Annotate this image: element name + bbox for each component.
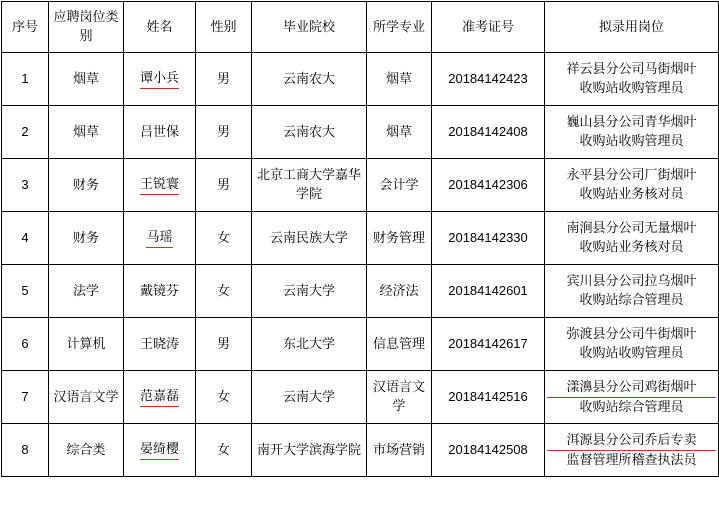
cell-name	[124, 159, 196, 212]
column-header-sex: 性别	[196, 2, 252, 53]
cell-seq: 3	[2, 159, 49, 212]
cell-post-line2: 收购站收购管理员	[579, 80, 684, 95]
cell-exam-number: 20184142617	[432, 318, 545, 371]
cell-category: 汉语言文学	[49, 371, 124, 424]
cell-major: 汉语言文学	[367, 371, 432, 424]
cell-post	[545, 265, 719, 318]
table-header-row	[2, 2, 719, 53]
cell-seq: 2	[2, 106, 49, 159]
cell-post-line2: 收购站业务核对员	[579, 239, 684, 254]
cell-major: 市场营销	[367, 424, 432, 477]
cell-name-text: 范嘉磊	[140, 387, 179, 407]
cell-name: 戴镜芬	[124, 265, 196, 318]
cell-name: 王晓涛	[124, 318, 196, 371]
cell-post	[545, 159, 719, 212]
document-page	[0, 1, 719, 519]
cell-post	[545, 53, 719, 106]
cell-seq: 1	[2, 53, 49, 106]
cell-major: 经济法	[367, 265, 432, 318]
cell-post-line1: 弥渡县分公司牛街烟叶	[566, 326, 697, 342]
table-row	[2, 371, 719, 424]
cell-exam-number: 20184142601	[432, 265, 545, 318]
cell-seq: 7	[2, 371, 49, 424]
cell-name	[124, 424, 196, 477]
table-row	[2, 265, 719, 318]
column-header-post: 拟录用岗位	[545, 2, 719, 53]
cell-post	[545, 212, 719, 265]
cell-school: 云南农大	[252, 53, 367, 106]
cell-post	[545, 106, 719, 159]
cell-school: 云南农大	[252, 106, 367, 159]
cell-sex: 女	[196, 265, 252, 318]
cell-school: 北京工商大学嘉华学院	[252, 159, 367, 212]
cell-name-text: 王锐寰	[140, 175, 179, 195]
cell-school: 东北大学	[252, 318, 367, 371]
cell-exam-number: 20184142408	[432, 106, 545, 159]
cell-post-line2: 收购站收购管理员	[579, 133, 684, 148]
cell-post-line1: 巍山县分公司青华烟叶	[566, 114, 697, 130]
table-row	[2, 212, 719, 265]
cell-name-text: 马瑶	[146, 228, 172, 248]
cell-post	[545, 424, 719, 477]
cell-sex: 女	[196, 424, 252, 477]
cell-post-line1: 漾濞县分公司鸡街烟叶	[547, 378, 716, 398]
recruitment-roster-table	[1, 1, 719, 477]
cell-major: 烟草	[367, 106, 432, 159]
cell-post-line2: 收购站业务核对员	[579, 186, 684, 201]
cell-sex: 男	[196, 318, 252, 371]
cell-post-line2: 收购站综合管理员	[579, 398, 684, 414]
cell-post-line2: 收购站收购管理员	[579, 345, 684, 360]
table-row	[2, 424, 719, 477]
cell-post	[545, 371, 719, 424]
column-header-seq: 序号	[2, 2, 49, 53]
cell-seq: 5	[2, 265, 49, 318]
column-header-category: 应聘岗位类别	[49, 2, 124, 53]
cell-exam-number: 20184142423	[432, 53, 545, 106]
cell-seq: 8	[2, 424, 49, 477]
cell-category: 烟草	[49, 53, 124, 106]
cell-name-text: 谭小兵	[140, 69, 179, 89]
column-header-major: 所学专业	[367, 2, 432, 53]
table-row	[2, 159, 719, 212]
cell-post-line2: 监督管理所稽查执法员	[566, 451, 697, 467]
table-row	[2, 318, 719, 371]
cell-category: 计算机	[49, 318, 124, 371]
cell-name-text: 晏绮樱	[140, 440, 179, 460]
cell-category: 烟草	[49, 106, 124, 159]
cell-sex: 女	[196, 212, 252, 265]
table-row	[2, 53, 719, 106]
cell-school: 云南大学	[252, 371, 367, 424]
cell-exam-number: 20184142516	[432, 371, 545, 424]
cell-major: 烟草	[367, 53, 432, 106]
column-header-name: 姓名	[124, 2, 196, 53]
column-header-exam-number: 准考证号	[432, 2, 545, 53]
cell-post	[545, 318, 719, 371]
cell-sex: 男	[196, 53, 252, 106]
cell-major: 财务管理	[367, 212, 432, 265]
cell-school: 云南民族大学	[252, 212, 367, 265]
cell-seq: 6	[2, 318, 49, 371]
cell-sex: 男	[196, 159, 252, 212]
cell-category: 财务	[49, 159, 124, 212]
cell-school: 南开大学滨海学院	[252, 424, 367, 477]
cell-sex: 男	[196, 106, 252, 159]
cell-post-line1: 宾川县分公司拉乌烟叶	[566, 273, 697, 289]
cell-major: 信息管理	[367, 318, 432, 371]
cell-category: 财务	[49, 212, 124, 265]
cell-school: 云南大学	[252, 265, 367, 318]
cell-post-line1: 永平县分公司厂街烟叶	[566, 167, 697, 183]
cell-seq: 4	[2, 212, 49, 265]
cell-post-line1: 南涧县分公司无量烟叶	[566, 220, 697, 236]
cell-category: 法学	[49, 265, 124, 318]
cell-post-line1: 祥云县分公司马街烟叶	[566, 61, 697, 77]
cell-name	[124, 212, 196, 265]
cell-sex: 女	[196, 371, 252, 424]
table-row	[2, 106, 719, 159]
cell-name	[124, 371, 196, 424]
cell-name: 吕世保	[124, 106, 196, 159]
cell-category: 综合类	[49, 424, 124, 477]
cell-major: 会计学	[367, 159, 432, 212]
column-header-school: 毕业院校	[252, 2, 367, 53]
cell-post-line2: 收购站综合管理员	[579, 292, 684, 307]
cell-exam-number: 20184142306	[432, 159, 545, 212]
cell-name	[124, 53, 196, 106]
cell-exam-number: 20184142330	[432, 212, 545, 265]
cell-exam-number: 20184142508	[432, 424, 545, 477]
cell-post-line1: 洱源县分公司乔后专卖	[547, 431, 716, 451]
